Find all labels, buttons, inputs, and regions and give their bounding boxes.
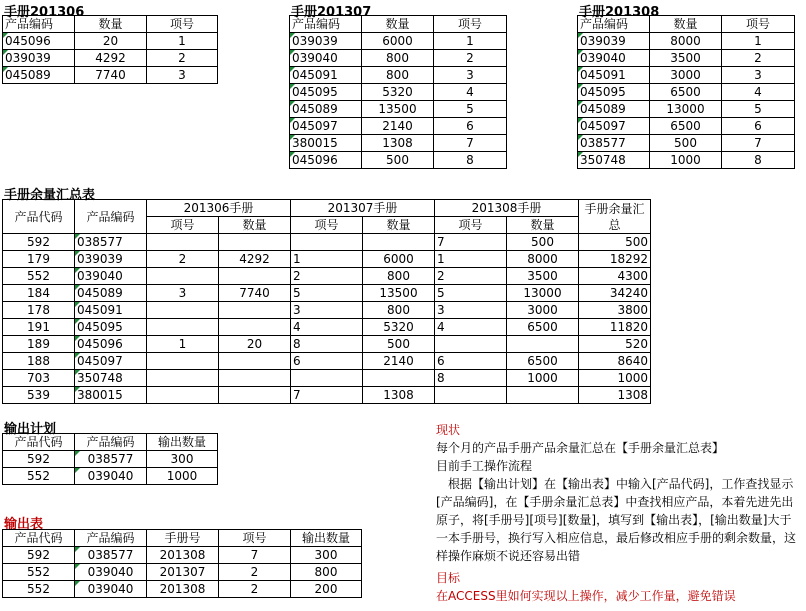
plan-row <box>3 451 218 468</box>
item-number-cell: 2 <box>147 50 218 67</box>
product-id-cell: 039039 <box>75 251 147 268</box>
product-code-cell: 039040 <box>290 50 362 67</box>
product-code-cell: 703 <box>3 370 75 387</box>
product-code-cell: 592 <box>3 451 75 468</box>
product-code-cell: 039040 <box>578 50 650 67</box>
item-06-cell: 3 <box>147 285 219 302</box>
product-code-cell: 045089 <box>578 101 650 118</box>
product-code-cell: 045089 <box>290 101 362 118</box>
table-row <box>3 67 218 84</box>
table-header-row <box>290 16 507 33</box>
qty-07-cell: 5320 <box>363 319 435 336</box>
output-table <box>2 529 362 598</box>
total-cell: 34240 <box>579 285 651 302</box>
table-row <box>578 50 795 67</box>
status-line-1: 每个月的产品手册产品余量汇总在【手册余量汇总表】 <box>436 441 725 455</box>
item-number-cell: 2 <box>722 50 795 67</box>
item-08-cell <box>435 387 507 404</box>
quantity-cell: 4292 <box>75 50 147 67</box>
item-08-cell: 1 <box>435 251 507 268</box>
item-number-cell: 3 <box>722 67 795 84</box>
quantity-cell: 500 <box>362 152 434 169</box>
output-header-row <box>3 530 362 547</box>
item-number-cell: 7 <box>434 135 507 152</box>
quantity-cell: 1000 <box>650 152 722 169</box>
quantity-cell: 500 <box>650 135 722 152</box>
qty-06-cell <box>219 268 291 285</box>
product-id-cell: 045089 <box>75 285 147 302</box>
quantity-cell: 13500 <box>362 101 434 118</box>
item-07-cell: 1 <box>291 251 363 268</box>
item-08-cell: 3 <box>435 302 507 319</box>
column-header: 产品代码 <box>3 434 75 451</box>
table-201308 <box>577 15 795 169</box>
qty-06-cell <box>219 302 291 319</box>
column-header: 项号 <box>219 530 291 547</box>
product-id-cell: 045096 <box>75 336 147 353</box>
qty-08-cell: 6500 <box>507 353 579 370</box>
total-cell: 1000 <box>579 370 651 387</box>
product-id-cell: 039040 <box>75 581 147 598</box>
summary-row <box>3 370 651 387</box>
manual-number-cell: 201308 <box>147 547 219 564</box>
quantity-cell: 20 <box>75 33 147 50</box>
qty-08-cell: 8000 <box>507 251 579 268</box>
item-08-cell: 2 <box>435 268 507 285</box>
summary-header-total: 手册余量汇总 <box>579 200 651 234</box>
table-row <box>578 118 795 135</box>
item-07-cell: 4 <box>291 319 363 336</box>
quantity-cell: 6500 <box>650 84 722 101</box>
item-08-cell: 8 <box>435 370 507 387</box>
plan-title: 输出计划 <box>4 422 57 437</box>
item-07-cell: 6 <box>291 353 363 370</box>
qty-08-cell: 1000 <box>507 370 579 387</box>
item-number-cell: 4 <box>434 84 507 101</box>
item-number-cell: 7 <box>722 135 795 152</box>
qty-07-cell <box>363 370 435 387</box>
summary-row <box>3 353 651 370</box>
table-row <box>290 84 507 101</box>
qty-06-cell: 20 <box>219 336 291 353</box>
table-row <box>578 67 795 84</box>
table-row <box>578 135 795 152</box>
qty-06-cell <box>219 234 291 251</box>
item-number-cell: 8 <box>722 152 795 169</box>
summary-row <box>3 319 651 336</box>
qty-07-cell: 1308 <box>363 387 435 404</box>
table-row <box>578 101 795 118</box>
qty-08-cell: 3000 <box>507 302 579 319</box>
item-08-cell: 4 <box>435 319 507 336</box>
column-header: 项号 <box>434 16 507 33</box>
output-qty-cell: 800 <box>291 564 362 581</box>
product-code-cell: 380015 <box>290 135 362 152</box>
summary-header-qty-08: 数量 <box>507 217 579 234</box>
summary-row <box>3 234 651 251</box>
item-06-cell: 1 <box>147 336 219 353</box>
item-number-cell: 6 <box>434 118 507 135</box>
item-07-cell: 8 <box>291 336 363 353</box>
product-code-cell: 045096 <box>290 152 362 169</box>
item-07-cell: 5 <box>291 285 363 302</box>
column-header: 数量 <box>362 16 434 33</box>
product-id-cell: 038577 <box>75 451 147 468</box>
item-number-cell: 6 <box>722 118 795 135</box>
item-number-cell: 1 <box>722 33 795 50</box>
quantity-cell: 3000 <box>650 67 722 84</box>
table-row <box>290 135 507 152</box>
qty-08-cell <box>507 387 579 404</box>
qty-08-cell: 6500 <box>507 319 579 336</box>
quantity-cell: 5320 <box>362 84 434 101</box>
plan-table <box>2 433 218 485</box>
output-title: 输出表 <box>4 517 44 532</box>
manual-number-cell: 201308 <box>147 581 219 598</box>
product-code-cell: 552 <box>3 564 75 581</box>
product-code-cell: 045097 <box>290 118 362 135</box>
quantity-cell: 1308 <box>362 135 434 152</box>
status-heading: 现状 <box>436 423 461 437</box>
item-number-cell: 2 <box>219 581 291 598</box>
notes-panel <box>436 421 801 605</box>
qty-07-cell: 13500 <box>363 285 435 302</box>
summary-header-qty-06: 数量 <box>219 217 291 234</box>
item-07-cell: 7 <box>291 387 363 404</box>
product-code-cell: 184 <box>3 285 75 302</box>
quantity-cell: 800 <box>362 50 434 67</box>
summary-row <box>3 251 651 268</box>
item-06-cell <box>147 353 219 370</box>
product-code-cell: 039039 <box>3 50 75 67</box>
product-code-cell: 039039 <box>290 33 362 50</box>
item-number-cell: 4 <box>722 84 795 101</box>
item-number-cell: 2 <box>219 564 291 581</box>
summary-header-item-08: 项号 <box>435 217 507 234</box>
plan-row <box>3 468 218 485</box>
item-number-cell: 2 <box>434 50 507 67</box>
item-number-cell: 3 <box>147 67 218 84</box>
qty-07-cell: 500 <box>363 336 435 353</box>
output-row <box>3 581 362 598</box>
product-id-cell: 045091 <box>75 302 147 319</box>
summary-header-code: 产品代码 <box>3 200 75 234</box>
product-code-cell: 552 <box>3 268 75 285</box>
qty-07-cell: 6000 <box>363 251 435 268</box>
summary-header-bianma: 产品编码 <box>75 200 147 234</box>
qty-06-cell: 7740 <box>219 285 291 302</box>
summary-header-qty-07: 数量 <box>363 217 435 234</box>
product-code-cell: 191 <box>3 319 75 336</box>
product-code-cell: 188 <box>3 353 75 370</box>
summary-row <box>3 387 651 404</box>
output-row <box>3 547 362 564</box>
item-07-cell <box>291 370 363 387</box>
product-code-cell: 552 <box>3 468 75 485</box>
total-cell: 500 <box>579 234 651 251</box>
item-number-cell: 8 <box>434 152 507 169</box>
quantity-cell: 13000 <box>650 101 722 118</box>
status-line-2: 目前手工操作流程 <box>436 459 533 473</box>
product-id-cell: 039040 <box>75 564 147 581</box>
product-code-cell: 552 <box>3 581 75 598</box>
total-cell: 4300 <box>579 268 651 285</box>
column-header: 产品代码 <box>3 530 75 547</box>
quantity-cell: 800 <box>362 67 434 84</box>
product-code-cell: 178 <box>3 302 75 319</box>
product-code-cell: 045095 <box>290 84 362 101</box>
table-row <box>578 152 795 169</box>
quantity-cell: 3500 <box>650 50 722 67</box>
quantity-cell: 8000 <box>650 33 722 50</box>
product-code-cell: 179 <box>3 251 75 268</box>
qty-07-cell: 800 <box>363 268 435 285</box>
table-row <box>578 84 795 101</box>
status-paragraph: 根据【输出计划】在【输出表】中输入[产品代码]，工作查找显示[产品编码]，在【手册余量汇总表】中查找相应产品，本着先进先出原子，将[手册号][项号][数量]，填写到【输出表】，[输出数量]大于一本手册号，换行写入相应信息，最后修改相应手册的剩余数量，这样操作麻烦不说还容易出错 <box>436 477 797 563</box>
total-cell: 8640 <box>579 353 651 370</box>
table-row <box>578 33 795 50</box>
table-row <box>3 50 218 67</box>
qty-08-cell: 13000 <box>507 285 579 302</box>
output-row <box>3 564 362 581</box>
qty-07-cell <box>363 234 435 251</box>
product-code-cell: 045096 <box>3 33 75 50</box>
item-08-cell: 5 <box>435 285 507 302</box>
column-header: 项号 <box>722 16 795 33</box>
product-code-cell: 592 <box>3 547 75 564</box>
column-header: 产品编码 <box>290 16 362 33</box>
summary-row <box>3 285 651 302</box>
qty-06-cell <box>219 353 291 370</box>
qty-06-cell <box>219 387 291 404</box>
total-cell: 3800 <box>579 302 651 319</box>
column-header: 手册号 <box>147 530 219 547</box>
product-id-cell: 350748 <box>75 370 147 387</box>
title-201307: 手册201307 <box>291 5 372 20</box>
product-id-cell: 038577 <box>75 234 147 251</box>
table-row <box>3 33 218 50</box>
product-code-cell: 045089 <box>3 67 75 84</box>
quantity-cell: 6000 <box>362 33 434 50</box>
summary-row <box>3 302 651 319</box>
item-06-cell <box>147 370 219 387</box>
summary-header-item-07: 项号 <box>291 217 363 234</box>
product-id-cell: 045097 <box>75 353 147 370</box>
table-header-row <box>3 16 218 33</box>
product-id-cell: 045095 <box>75 319 147 336</box>
qty-07-cell: 800 <box>363 302 435 319</box>
qty-06-cell <box>219 370 291 387</box>
qty-06-cell <box>219 319 291 336</box>
total-cell: 520 <box>579 336 651 353</box>
table-row <box>290 101 507 118</box>
product-code-cell: 045097 <box>578 118 650 135</box>
table-201307 <box>289 15 507 169</box>
output-qty-cell: 200 <box>291 581 362 598</box>
title-201308: 手册201308 <box>579 5 660 20</box>
total-cell: 11820 <box>579 319 651 336</box>
item-07-cell: 2 <box>291 268 363 285</box>
item-06-cell: 2 <box>147 251 219 268</box>
table-row <box>290 152 507 169</box>
column-header: 输出数量 <box>291 530 362 547</box>
plan-header-row <box>3 434 218 451</box>
item-07-cell: 3 <box>291 302 363 319</box>
item-06-cell <box>147 387 219 404</box>
item-08-cell <box>435 336 507 353</box>
product-code-cell: 039039 <box>578 33 650 50</box>
item-08-cell: 7 <box>435 234 507 251</box>
title-201306: 手册201306 <box>4 5 85 20</box>
product-code-cell: 038577 <box>578 135 650 152</box>
item-06-cell <box>147 268 219 285</box>
summary-header-item-06: 项号 <box>147 217 219 234</box>
column-header: 数量 <box>650 16 722 33</box>
table-header-row <box>578 16 795 33</box>
product-id-cell: 039040 <box>75 268 147 285</box>
product-code-cell: 045091 <box>290 67 362 84</box>
product-code-cell: 045091 <box>578 67 650 84</box>
qty-06-cell: 4292 <box>219 251 291 268</box>
total-cell: 18292 <box>579 251 651 268</box>
item-number-cell: 3 <box>434 67 507 84</box>
item-number-cell: 1 <box>434 33 507 50</box>
summary-header-201306: 201306手册 <box>147 200 291 217</box>
summary-header-201307: 201307手册 <box>291 200 435 217</box>
quantity-cell: 2140 <box>362 118 434 135</box>
column-header: 项号 <box>147 16 218 33</box>
goal-heading: 目标 <box>436 571 461 585</box>
qty-07-cell: 2140 <box>363 353 435 370</box>
column-header: 产品编码 <box>75 434 147 451</box>
qty-08-cell: 3500 <box>507 268 579 285</box>
product-code-cell: 045095 <box>578 84 650 101</box>
product-code-cell: 592 <box>3 234 75 251</box>
table-row <box>290 50 507 67</box>
item-number-cell: 5 <box>434 101 507 118</box>
table-201306 <box>2 15 218 84</box>
column-header: 数量 <box>75 16 147 33</box>
product-id-cell: 380015 <box>75 387 147 404</box>
summary-title: 手册余量汇总表 <box>4 188 96 203</box>
column-header: 产品编码 <box>3 16 75 33</box>
summary-row <box>3 268 651 285</box>
total-cell: 1308 <box>579 387 651 404</box>
manual-number-cell: 201307 <box>147 564 219 581</box>
quantity-cell: 7740 <box>75 67 147 84</box>
product-code-cell: 189 <box>3 336 75 353</box>
item-number-cell: 7 <box>219 547 291 564</box>
item-07-cell <box>291 234 363 251</box>
table-row <box>290 118 507 135</box>
item-06-cell <box>147 319 219 336</box>
output-qty-cell: 1000 <box>147 468 218 485</box>
summary-row <box>3 336 651 353</box>
output-qty-cell: 300 <box>147 451 218 468</box>
summary-table <box>2 199 651 404</box>
quantity-cell: 6500 <box>650 118 722 135</box>
product-code-cell: 539 <box>3 387 75 404</box>
table-row <box>290 67 507 84</box>
output-qty-cell: 300 <box>291 547 362 564</box>
product-id-cell: 038577 <box>75 547 147 564</box>
table-row <box>290 33 507 50</box>
product-id-cell: 039040 <box>75 468 147 485</box>
product-code-cell: 350748 <box>578 152 650 169</box>
column-header: 输出数量 <box>147 434 218 451</box>
column-header: 产品编码 <box>75 530 147 547</box>
item-06-cell <box>147 234 219 251</box>
column-header: 产品编码 <box>578 16 650 33</box>
summary-header-201308: 201308手册 <box>435 200 579 217</box>
qty-08-cell: 500 <box>507 234 579 251</box>
qty-08-cell <box>507 336 579 353</box>
item-08-cell: 6 <box>435 353 507 370</box>
item-number-cell: 1 <box>147 33 218 50</box>
goal-text: 在ACCESS里如何实现以上操作，减少工作量，避免错误 <box>436 589 736 603</box>
item-number-cell: 5 <box>722 101 795 118</box>
item-06-cell <box>147 302 219 319</box>
